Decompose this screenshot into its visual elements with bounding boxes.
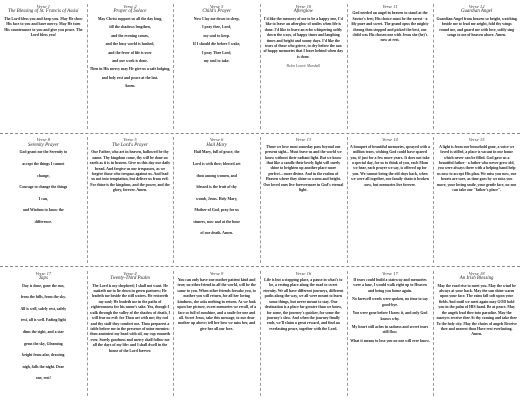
verse-text bbox=[90, 150, 171, 193]
prayer-card bbox=[433, 267, 520, 400]
verse-label: Verse 4 bbox=[123, 270, 137, 276]
verse-line: one, rest! bbox=[35, 376, 51, 381]
verse-label: Verse 9 bbox=[209, 270, 224, 276]
verse-label: Verse 15 bbox=[468, 137, 485, 143]
verse-line: and the fever of life is over bbox=[108, 50, 152, 55]
verse-text bbox=[436, 145, 517, 194]
verse-label: Verse 5 bbox=[123, 137, 137, 143]
verse-line: God needed an angel in heaven to stand at the Savior's feet; His choice must be the rarest - a lily pure and sweet. The grand opus the mighty throng then stopped and picked the best, our child was His chosen one with Jesus she (he)'s now at rest. bbox=[351, 11, 429, 43]
verse-line: bright from afar, drawing bbox=[22, 353, 65, 358]
verse-label: Verse 13 bbox=[295, 137, 312, 143]
verse-text bbox=[3, 150, 84, 225]
verse-text bbox=[350, 11, 431, 43]
verse-title: Prayer of Solace bbox=[113, 9, 147, 15]
verse-label: Verse 10 bbox=[295, 4, 312, 9]
verse-line: change, bbox=[37, 173, 50, 178]
verse-line: from the hills, from the sky. bbox=[20, 295, 66, 300]
verse-line: Lord is with thee; blessed art bbox=[192, 161, 241, 166]
verse-line: Guardian Angel from heaven so bright, watching beside me to lead me aright, fold thy wings round me, and guard me with love, softly sing songs to me of heaven above. Amen. bbox=[436, 17, 517, 38]
verse-text bbox=[436, 284, 517, 338]
verse-line: If tears could build a stairway and memories were a lane, I would walk right up to Heaven and bring you home again. bbox=[353, 278, 427, 293]
verse-text bbox=[176, 278, 257, 332]
verse-label: Verse 17 bbox=[35, 270, 52, 276]
verse-line: nigh, falls the night. Dear bbox=[22, 364, 65, 369]
prayer-card bbox=[260, 267, 347, 400]
verse-line: May Christ support us all the day long, bbox=[97, 17, 163, 21]
verse-label: Verse 2 bbox=[123, 4, 137, 9]
verse-line: Our Father, who art in heaven, hallowed be thy name. Thy kingdom come, thy will be done on earth as it is in heaven. Give us this day our daily bread. And forgive us our trespasses, as we forgive those who trespass against us. And lead us not into temptation, but deliver us from evil. For thine is the kingdom, and the power, and the glory, forever. Amen. bbox=[89, 150, 171, 193]
verse-line: sinners, now and at the hour bbox=[193, 219, 241, 224]
verse-text bbox=[176, 150, 257, 237]
verse-line: difference. bbox=[34, 219, 52, 224]
verse-title: The Lord's Prayer bbox=[112, 142, 148, 148]
verse-line: dims the sight, and a star bbox=[22, 330, 64, 335]
verse-line: No farewell words were spoken, no time to say good-bye. bbox=[352, 297, 428, 307]
verse-text bbox=[90, 17, 171, 90]
verse-line: blessed is the fruit of thy bbox=[196, 185, 237, 190]
verse-line: If I should die before I wake, bbox=[193, 42, 241, 47]
prayer-card bbox=[0, 267, 87, 400]
verse-line: and the busy world is hushed, bbox=[105, 42, 155, 47]
verse-line: thou among women, and bbox=[196, 173, 237, 178]
verse-line: Then in His mercy may He give us a safe lodging, bbox=[89, 67, 171, 72]
verse-title: The Blessing of St. Francis of Assisi bbox=[8, 9, 79, 15]
verse-line: I'd like the memory of me to be a happy one, I'd like to leave an afterglow of smiles when life is done. I'd like to leave an echo whispering softly down the ways, of happy times and laughing times and bright and sunny days. I'd like the tears of those who grieve, to dry before the sun of happy memories that I leave behind when day is done. bbox=[263, 17, 344, 59]
verse-title: Hail Mary bbox=[206, 142, 227, 148]
verse-line: and holy rest and peace at the last. bbox=[101, 75, 159, 80]
verse-label: Verse 14 bbox=[382, 137, 398, 143]
verse-line: You can only have one mother patient kind and true; no other friend in all the world, will be the same to you. When other friends forsake you, to mother you will return, for all her loving kindness, she asks nothing in return. As we look upon her picture, sweet memories we recall, of a face so full of sunshine, and a smile for one and all. Sweet Jesus, take this message, to our dear mother up above; tell her how we miss her, and give her all our love. bbox=[177, 278, 257, 331]
verse-label: Verse 17 bbox=[382, 270, 398, 276]
prayer-card bbox=[87, 267, 174, 400]
verse-line: A bouquet of beautiful memories, sprayed with a million tears, wishing God could have spared you, if just for a few more years. It does not take a special day, for us to think of you, each Mom we hear, each prayer we say, is offered up for you. We cannot bring the old days back, when we were all together, our family chain is broken now, but memories live forever. bbox=[350, 144, 430, 187]
verse-line: I pray Thee Lord, bbox=[201, 50, 232, 55]
verse-line: womb, Jesus. Holy Mary, bbox=[195, 196, 238, 201]
verse-text bbox=[436, 17, 517, 39]
verse-title: Child's Prayer bbox=[202, 9, 231, 15]
verse-line: What it means to lose you no one will ever know. bbox=[350, 338, 430, 343]
verse-line: and Wisdom to know the bbox=[22, 208, 64, 213]
verse-label: Verse 8 bbox=[36, 137, 51, 143]
prayer-card bbox=[347, 0, 434, 133]
prayer-card bbox=[173, 133, 260, 266]
verse-text bbox=[263, 278, 344, 332]
verse-line: Amen. bbox=[124, 84, 136, 89]
verse-line: gems the sky, Gleaming bbox=[24, 341, 63, 346]
verse-text bbox=[263, 145, 344, 194]
verse-line: and our work is done. bbox=[112, 59, 148, 64]
verse-label: Verse 1 bbox=[36, 4, 51, 9]
prayer-card bbox=[173, 0, 260, 133]
verse-attribution: Helen Lowrie Marshall bbox=[286, 64, 321, 69]
verse-line: I pray thee, Lord, bbox=[202, 25, 232, 30]
verse-text bbox=[350, 145, 431, 188]
verse-title: Serenity Prayer bbox=[28, 142, 59, 148]
verse-line: Day is done, gone the sun, bbox=[22, 283, 65, 288]
prayer-card bbox=[347, 133, 434, 266]
verse-title: Taps bbox=[38, 276, 48, 282]
prayer-card bbox=[260, 133, 347, 266]
verse-title: Twenty-Third Psalm bbox=[110, 276, 150, 282]
prayer-card bbox=[347, 267, 434, 400]
prayer-card bbox=[0, 0, 87, 133]
verse-label: Verse 18 bbox=[468, 270, 485, 276]
prayer-card bbox=[433, 0, 520, 133]
verse-text bbox=[3, 284, 84, 382]
verse-line: accept the things I cannot bbox=[22, 161, 65, 166]
verse-label: Verse 3 bbox=[209, 4, 224, 9]
verse-line: Life is but a stopping place, a pause in what's to be, a resting place along the road to sweet eternity. We all have different journeys, different paths along the way, we all were meant to learn some things, but never meant to stay. Our destination is a place far greater than we know, for some, the journey's quicker, for some the journey's slow. And when the journey finally ends, we'll claim a great reward, and find an everlasting peace, together with the Lord. bbox=[263, 278, 344, 331]
verse-line: of our death. Amen. bbox=[200, 231, 233, 236]
verse-title: Guardian Angel bbox=[460, 9, 493, 15]
verse-text bbox=[3, 17, 84, 39]
verse-text bbox=[350, 278, 431, 344]
verse-line: May the road rise to meet you. May the wind be always at your back. May the sun shine warm upon your face. The rains fall soft upon your fields And until we meet again may GOD hold you in the palm of HIS hand. Be at peace. May the angels lead thee into paradise. May the martyrs receive thee At thy coming and take thee To the holy city. May the choirs of angels Receive thee and nearest thou Have rest everlasting. Amen. bbox=[436, 283, 517, 337]
prayer-card bbox=[87, 0, 174, 133]
verse-text bbox=[176, 17, 257, 64]
verse-line: A light is from our household gone, a voice we loved is stilled, a place is vacant in our home which never can be filled. God gave us a beautiful father - a father who never grew old, you were always there with a helping hand help us now to accept His plan. We miss you now, our hearts are sore, as time goes by we miss you more, your loving smile, your gentle face, no one can take our "father's place". bbox=[436, 144, 517, 192]
verse-line: my soul to take. bbox=[203, 59, 230, 64]
row-divider bbox=[0, 266, 520, 267]
verse-line: The Lord bless you and keep you. May He show His face to you and have mercy. May He turn His countenance to you and give you peace. The Lord bless you! bbox=[4, 17, 83, 38]
verse-line: You were gone before I knew it, and only God knows why. bbox=[352, 311, 428, 321]
verse-line: The Lord is my shepherd; I shall not want. He maketh me to lie down in green pastures; He leadeth me beside the still waters. He restoreth my soul; He leadeth me in the paths of righteousness for his name's sake. Yea, though I walk through the valley of the shadow of death, I will fear no evil: for Thou art with me; thy rod and thy staff they comfort me. Thou preparest a table before me in the presence of mine enemies: thou anointest my head with oil, my cup runneth over. Surely goodness and mercy shall follow me all the days of my life: and I shall dwell in the house of the Lord forever. bbox=[89, 283, 170, 353]
verse-label: Verse 11 bbox=[382, 4, 398, 9]
verse-line: Those we love most someday pass beyond our present sight... Must leave us and the world we know without their radiant light. But we know that like a candle their lovely light will surely shine to brighten up another place more perfect... more divine. And in the realms of Heaven where they shine so warm and bright. Our loved ones live forevermore in God's eternal light. bbox=[263, 144, 344, 192]
verse-line: Now I lay me down to sleep, bbox=[193, 17, 240, 21]
prayer-card bbox=[87, 133, 174, 266]
verse-text bbox=[90, 284, 171, 354]
verse-line: Courage to change the things bbox=[19, 185, 68, 190]
row-divider bbox=[0, 133, 520, 134]
verse-line: My heart still aches in sadness and secret tears still flow. bbox=[351, 324, 429, 335]
verse-line: till the shadows lengthen, bbox=[109, 25, 151, 30]
verse-line: Mother of God, pray for us bbox=[194, 208, 239, 213]
verse-label: Verse 16 bbox=[295, 270, 312, 276]
prayer-card bbox=[433, 133, 520, 266]
verse-line: God grant me the Serenity to bbox=[19, 150, 68, 155]
verse-text bbox=[263, 17, 344, 60]
verse-title: An Irish Blessing bbox=[459, 276, 494, 282]
verse-title: Afterglow bbox=[293, 9, 313, 15]
verse-label: Verse 6 bbox=[209, 137, 224, 143]
verse-label: Verse 12 bbox=[468, 4, 485, 9]
verse-line: I can, bbox=[38, 196, 48, 201]
verse-line: All is well, safely rest, safely bbox=[20, 306, 67, 311]
verse-line: Hail Mary, full of grace, the bbox=[193, 150, 240, 155]
verse-line: and the evening comes, bbox=[111, 33, 149, 38]
prayer-card bbox=[260, 0, 347, 133]
prayer-card bbox=[0, 133, 87, 266]
verse-line: rest, all is well. Fading light bbox=[20, 318, 66, 323]
prayer-card bbox=[173, 267, 260, 400]
verse-line: my soul to keep. bbox=[203, 33, 230, 38]
